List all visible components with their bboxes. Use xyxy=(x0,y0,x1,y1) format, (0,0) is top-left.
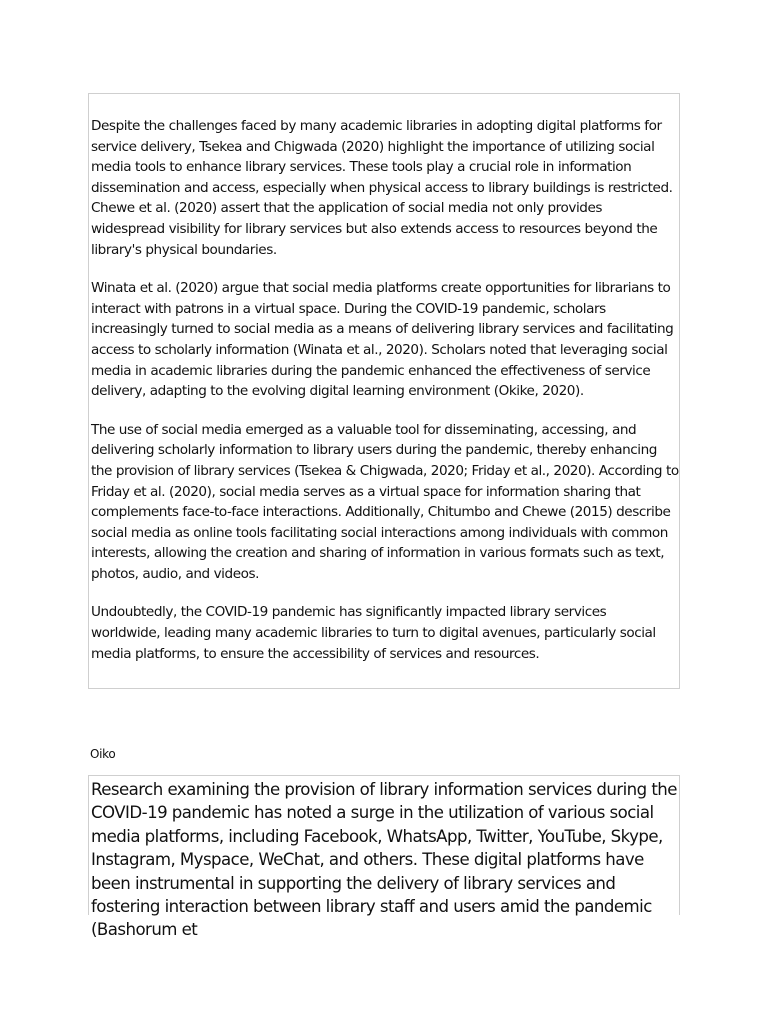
paragraph-winata: Winata et al. (2020) argue that social media platforms create opportunities for librarians to interact with patrons in a virtual space. During the COVID-19 pandemic, scholars increasingly turned to social media as a means of delivering library services and facilitating access to scholarly information (Winata et al., 2020). Scholars noted that leveraging social media in academic libraries during the pandemic enhanced the effectiveness of service delivery, adapting to the evolving digital learning environment (Okike, 2020). xyxy=(91,280,674,400)
text-box-research-excerpt xyxy=(88,775,680,940)
paragraph-tsekea-chigwada: Despite the challenges faced by many academic libraries in adopting digital platforms for service delivery, Tsekea and Chigwada (2020) highlight the importance of utilizing social media tools to enhance library services. These tools play a crucial role in information dissemination and access, especially when physical access to library buildings is restricted. Chewe et al. (2020) assert that the application of social media not only provides widespread visibility for library services but also extends access to resources beyond the library's physical boundaries. xyxy=(91,118,673,258)
author-label: Oiko xyxy=(90,747,116,761)
paragraph-covid-impact: Undoubtedly, the COVID-19 pandemic has significantly impacted library services worldwide, leading many academic libraries to turn to digital avenues, particularly social media platforms, to ensure the accessibility of services and resources. xyxy=(91,604,656,662)
text-box-literature-review xyxy=(88,93,680,689)
paragraph-research-platforms: Research examining the provision of library information services during the COVID-19 pandemic has noted a surge in the utilization of various social media platforms, including Facebook, WhatsApp, Twitter, YouTube, Skype, Instagram, Myspace, WeChat, and others. These digital platforms have been instrumental in supporting the delivery of library services and fostering interaction between library staff and users amid the pandemic (Bashorum et xyxy=(91,780,677,940)
paragraph-social-media-tool: The use of social media emerged as a valuable tool for disseminating, accessing, and delivering scholarly information to library users during the pandemic, thereby enhancing the provision of library services (Tsekea & Chigwada, 2020; Friday et al., 2020). According to Friday et al. (2020), social media serves as a virtual space for information sharing that complements face-to-face interactions. Additionally, Chitumbo and Chewe (2015) describe social media as online tools facilitating social interactions among individuals with common interests, allowing the creation and sharing of information in various formats such as text, photos, audio, and videos. xyxy=(91,421,679,582)
